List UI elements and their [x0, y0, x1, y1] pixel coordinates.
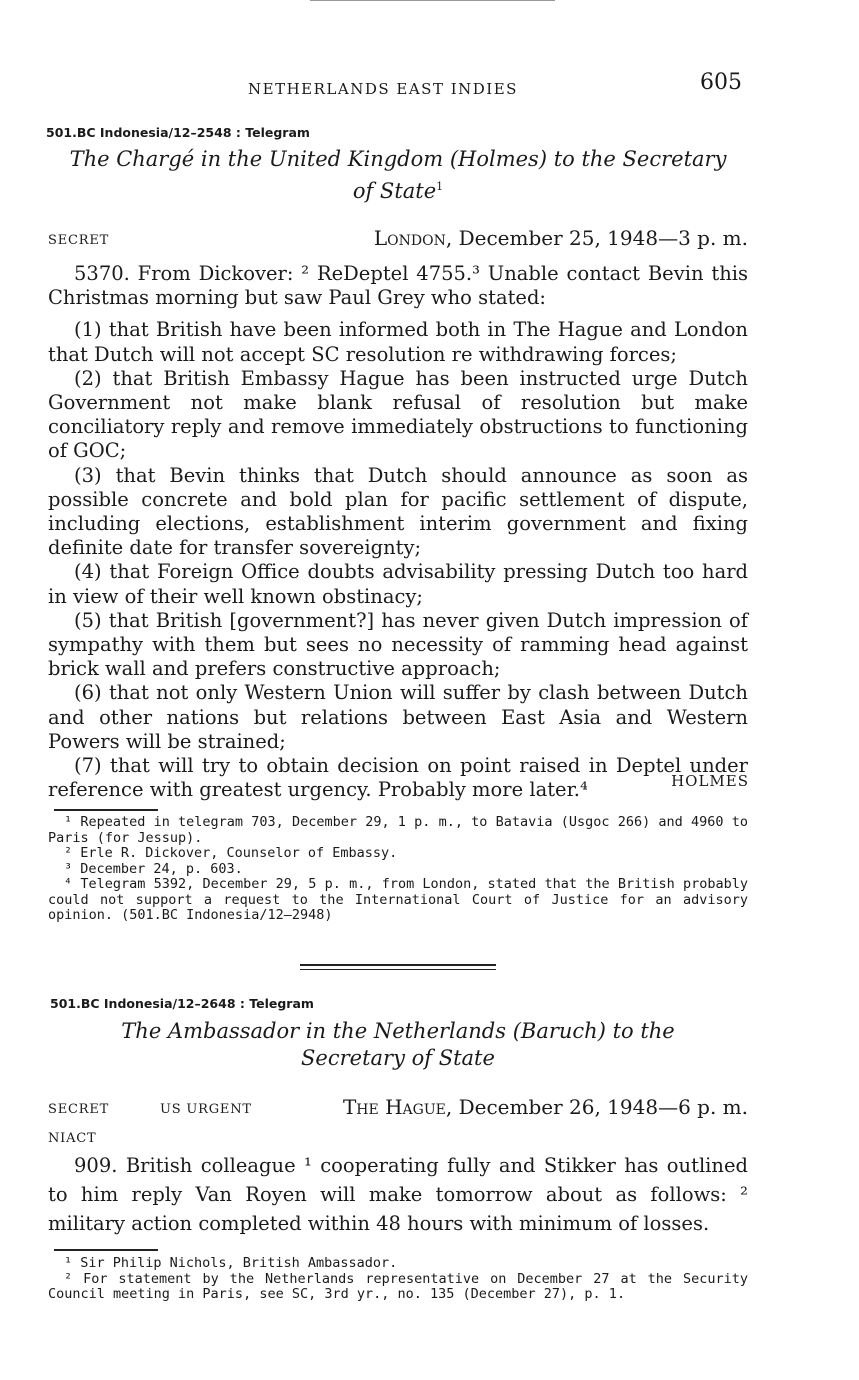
doc1-intro: 5370. From Dickover: ² ReDeptel 4755.³ Unable contact Bevin this Christmas morning but saw Paul Grey who stated: [48, 262, 748, 310]
doc2-footnote-rule [54, 1249, 158, 1251]
doc1-point: (4) that Foreign Office doubts advisability pressing Dutch too hard in view of their well known obstinacy; [48, 560, 748, 608]
doc2-date: , December 26, 1948—6 p. m. [445, 1095, 748, 1119]
doc1-point: (3) that Bevin thinks that Dutch should announce as soon as possible concrete and bold plan for pacific settlement of dispute, including elections, establishment interim government and fixing definite date for transfer sovereignty; [48, 463, 748, 560]
doc1-footnote: ¹ Repeated in telegram 703, December 29, 1 p. m., to Batavia (Usgoc 266) and 4960 to Paris (for Jessup). [48, 814, 748, 846]
doc1-reference: 501.BC Indonesia/12–2548 : Telegram [46, 125, 310, 140]
doc2-reference: 501.BC Indonesia/12–2648 : Telegram [50, 996, 314, 1011]
doc2-body [48, 1151, 748, 1238]
running-title: NETHERLANDS EAST INDIES [248, 80, 518, 98]
doc1-heading-line1: The Chargé in the United Kingdom (Holmes) to the Secretary [69, 147, 727, 171]
page-number: 605 [700, 70, 742, 95]
section-separator-thin [300, 969, 496, 970]
doc2-meta [48, 1095, 748, 1121]
doc1-meta [48, 226, 748, 252]
doc1-point: (2) that British Embassy Hague has been instructed urge Dutch Government not make blank refusal of resolution but make conciliatory reply and remove immediately obstructions to functioning of GOC; [48, 366, 748, 463]
doc2-place: The Hague [342, 1095, 446, 1119]
doc2-dateline [343, 1095, 748, 1119]
doc1-footnote: ³ December 24, p. 603. [64, 860, 243, 877]
doc2-routing: NIACT [48, 1131, 97, 1146]
doc1-point: (6) that not only Western Union will suffer by clash between Dutch and other nations but relations between East Asia and Western Powers will be strained; [48, 681, 748, 753]
doc2-footnote: ² For statement by the Netherlands representative on December 27 at the Security Council meeting in Paris, see SC, 3rd yr., no. 135 (December 27), p. 1. [48, 1270, 748, 1302]
doc2-footnotes [48, 1256, 748, 1303]
section-separator [300, 964, 496, 966]
doc2-heading-line1: The Ambassador in the Netherlands (Baruch) to the [121, 1019, 675, 1043]
doc1-footnote-rule [54, 809, 158, 811]
doc1-point: (1) that British have been informed both in The Hague and London that Dutch will not accept SC resolution re withdrawing forces; [48, 318, 748, 366]
doc1-classification: SECRET [48, 233, 110, 248]
doc1-heading-footnote-ref: 1 [436, 180, 444, 193]
doc2-heading-line2: Secretary of State [301, 1046, 495, 1070]
doc2-footnote: ¹ Sir Philip Nichols, British Ambassador. [64, 1255, 398, 1271]
running-head [48, 70, 748, 106]
doc1-dateline [374, 226, 748, 250]
doc2-paragraph: 909. British colleague ¹ cooperating fully and Stikker has outlined to him reply Van Royen will make tomorrow about as follows: ² military action completed within 48 hours with minimum of losses. [48, 1154, 748, 1235]
doc1-point: (5) that British [government?] has never given Dutch impression of sympathy with them but sees no necessity of ramming head against brick wall and prefers constructive approach; [48, 608, 748, 681]
doc2-classification: SECRET [48, 1102, 110, 1117]
doc1-signature: HOLMES [671, 772, 749, 790]
doc1-heading-line2-wrap [48, 173, 748, 205]
doc2-priority: US URGENT [160, 1102, 252, 1117]
doc1-point: (7) that will try to obtain decision on point raised in Deptel under reference with greatest urgency. Probably more later.⁴ [48, 754, 748, 802]
doc1-date: , December 25, 1948—3 p. m. [445, 226, 748, 250]
doc1-heading [48, 146, 748, 205]
top-edge-rule [310, 0, 555, 1]
doc1-body [48, 262, 748, 802]
doc1-heading-line2: of State [352, 179, 437, 203]
doc2-heading [48, 1018, 748, 1072]
doc1-footnote: ⁴ Telegram 5392, December 29, 5 p. m., from London, stated that the British probably could not support a request to the International Court of Justice for an advisory opinion. (501.BC Indonesia/12–2948) [48, 876, 748, 923]
doc1-footnotes [48, 815, 748, 924]
doc1-place: London [373, 226, 446, 250]
doc1-footnote: ² Erle R. Dickover, Counselor of Embassy. [64, 845, 398, 861]
